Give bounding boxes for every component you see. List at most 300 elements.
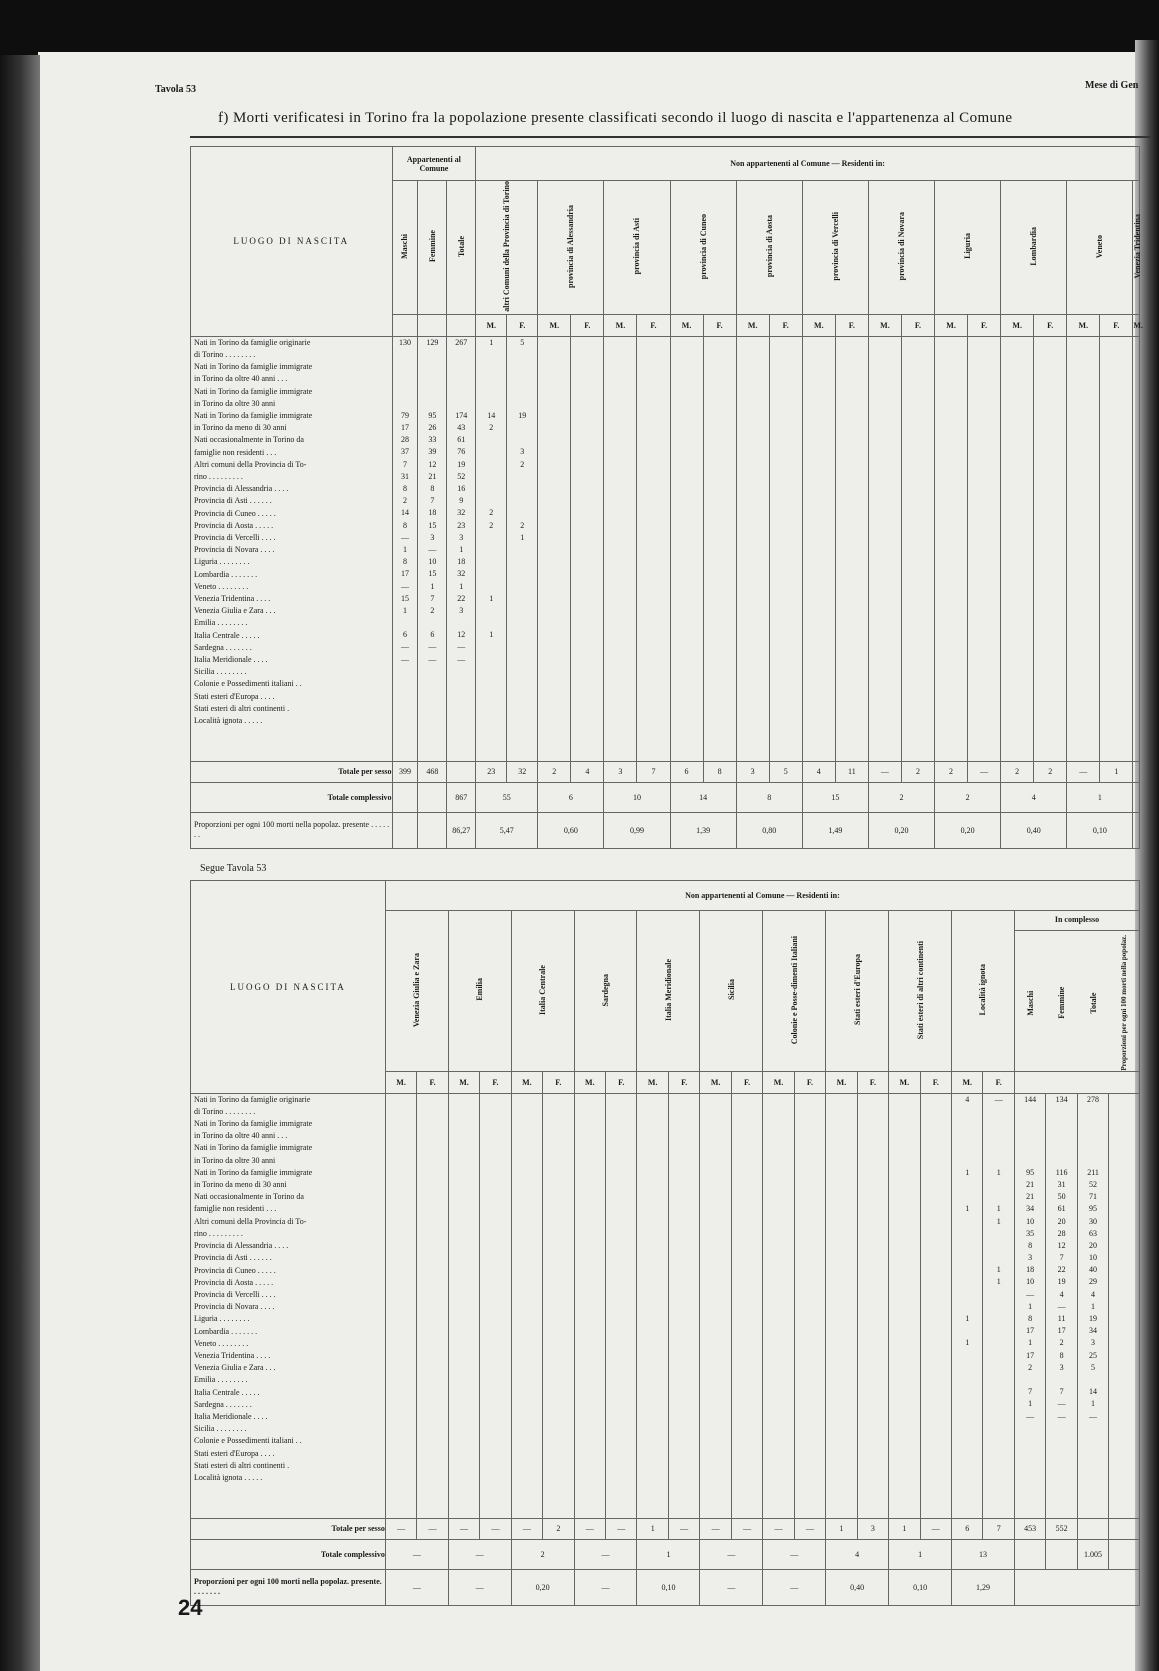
cell-value: 1 [1028,1338,1033,1348]
cell-value [476,349,506,361]
proportion-cell: 0,10 [637,1569,700,1605]
sex-subheader: M. [935,314,968,336]
sex-subheader: M. [604,314,637,336]
col-region: provincia di Asti [604,181,670,315]
total-per-sex-cell: — [794,1518,825,1539]
col-region: Sardegna [574,911,637,1072]
cell-value: 1 [996,1204,1001,1214]
cell-value: — [400,581,409,591]
total-complessivo-cell: 14 [670,782,736,812]
cell-value [476,483,506,495]
total-per-sex-cell: — [480,1518,511,1539]
cell-value: 71 [1089,1192,1098,1202]
cell-value: 34 [1026,1204,1035,1214]
sex-subheader: M. [736,314,769,336]
empty-cell [417,1093,448,1518]
cell-value [1078,1142,1108,1154]
total-complessivo-cell [1014,1539,1045,1569]
proportion-cell: 5,47 [476,812,538,848]
row-label: Provincia di Alessandria . . . . [194,484,289,494]
row-label: Liguria . . . . . . . . [194,557,250,567]
totale-complessivo-label: Totale complessivo [191,1539,386,1569]
col-region: Stati esteri di altri continenti [889,911,952,1072]
total-per-sex-cell: — [763,1518,794,1539]
cell-value: 63 [1089,1228,1098,1238]
cell-value: 7 [430,496,435,506]
cell-value: — [1089,1411,1098,1421]
cell-value: 61 [1057,1204,1066,1214]
cell-value [507,349,537,361]
col-region: Italia Centrale [511,911,574,1072]
sex-subheader: F. [857,1071,888,1093]
column-altri-f [507,336,538,761]
total-per-sex-cell: — [1067,761,1100,782]
total-complessivo-cell: 2 [511,1539,574,1569]
cell-value: 17 [1057,1326,1066,1336]
cell-value [952,1362,982,1374]
row-label: Veneto . . . . . . . . [194,1338,249,1348]
cell-value [983,1179,1013,1191]
total-per-sex-cell: 6 [670,761,703,782]
cell-value: 21 [428,471,437,481]
in-complesso-sub [1014,1071,1139,1093]
proportion-cell [392,812,418,848]
cell-value: 211 [1087,1167,1099,1177]
col-region: Colonie e Posse-dimenti Italiani [763,911,826,1072]
cell-value: 26 [428,423,437,433]
cell-value: 1 [996,1216,1001,1226]
cell-value [983,1337,1013,1349]
empty-cell [826,1093,857,1518]
month-header: Mese di Gen [1085,80,1139,91]
cell-value: 20 [1057,1216,1066,1226]
cell-value [1046,1142,1076,1154]
row-label: Italia Centrale . . . . . [194,1387,260,1397]
cell-value: 28 [1057,1228,1066,1238]
cell-value [507,422,537,434]
total-per-sex-cell: — [731,1518,762,1539]
cell-value: 129 [426,337,439,347]
row-label: Sicilia . . . . . . . . [194,1424,247,1434]
total-per-sex-cell: 3 [857,1518,888,1539]
cell-value: — [1057,1399,1066,1409]
cell-value: 19 [1057,1277,1066,1287]
sex-subheader: M. [448,1071,479,1093]
total-per-sex-cell [1133,761,1140,782]
row-label: rino . . . . . . . . . [194,472,243,481]
total-complessivo-cell: 1 [889,1539,952,1569]
cell-value: 33 [428,435,437,445]
cell-value: 9 [459,496,464,506]
cell-value: 23 [457,520,466,530]
cell-value: 11 [1057,1314,1066,1324]
cell-value: 76 [457,447,466,457]
cell-value [983,1289,1013,1301]
total-per-sex-cell: 2 [1001,761,1034,782]
cell-value: 18 [428,508,437,518]
total-per-sex-cell: 23 [476,761,507,782]
proportion-cell: 0,20 [868,812,934,848]
empty-cell [1109,1093,1140,1518]
cell-value [476,398,506,410]
total-complessivo-cell: 1 [637,1539,700,1569]
cell-value: 3 [459,532,464,542]
cell-value: 21 [1026,1192,1035,1202]
sex-subheader: F. [920,1071,951,1093]
row-label: Altri comuni della Provincia di To- [194,1216,307,1226]
sex-subheader: M. [538,314,571,336]
total-per-sex-cell: 7 [637,761,670,782]
cell-value [1015,1106,1045,1118]
row-label: Località ignota . . . . . [194,1472,263,1482]
row-label: Provincia di Asti . . . . . . [194,496,272,506]
row-label: Italia Meridionale . . . . [194,1411,268,1421]
cell-value [476,471,506,483]
total-per-sex-cell: — [968,761,1001,782]
row-label: in Torino da meno di 30 anni [194,1180,287,1190]
row-label: Italia Meridionale . . . . [194,655,268,665]
cell-value [507,495,537,507]
empty-cell [857,1093,888,1518]
cell-value: 2 [489,423,494,433]
cell-value [952,1411,982,1423]
book-gutter [0,55,40,1671]
row-label: Nati in Torino da famiglie immigrate [194,1167,313,1177]
cell-value [1078,1118,1108,1130]
cell-value [393,617,418,629]
cell-value: 95 [1089,1204,1098,1214]
row-label: Provincia di Novara . . . . [194,545,275,555]
totale-sesso-label: Totale per sesso [191,1518,386,1539]
col-region: Località ignota [952,911,1015,1072]
cell-value: 18 [457,557,466,567]
proportion-cell: 0,10 [1067,812,1133,848]
cell-value [418,349,446,361]
sex-subheader: M. [1133,314,1140,336]
total-complessivo-cell: — [448,1539,511,1569]
col-totale: Totale [447,181,476,315]
row-label: famiglie non residenti . . . [194,1204,277,1214]
cell-value [1046,1374,1076,1386]
luogo-di-nascita-header: LUOGO DI NASCITA [191,881,386,1094]
total-per-sex-cell [1109,1518,1140,1539]
cell-value: — [428,642,437,652]
column-maschi [392,336,418,761]
cell-value [983,1142,1013,1154]
cell-value: 52 [1089,1179,1098,1189]
cell-value [952,1228,982,1240]
cell-value: 61 [457,435,466,445]
proportion-cell: 86,27 [447,812,476,848]
cell-value [507,556,537,568]
total-per-sex-cell [447,761,476,782]
cell-value: 25 [1089,1350,1098,1360]
cell-value [1078,1155,1108,1167]
cell-value: 10 [1026,1277,1035,1287]
cell-value: 1 [996,1167,1001,1177]
cell-value: 15 [400,593,409,603]
proportion-cell: 0,10 [889,1569,952,1605]
sex-subheader: M. [889,1071,920,1093]
cell-value [418,373,446,385]
col-region: Stati esteri d'Europa [826,911,889,1072]
sex-subheader: F. [968,314,1001,336]
row-label: Venezia Giulia e Zara . . . [194,1363,276,1373]
total-complessivo-cell: 15 [802,782,868,812]
cell-value: 22 [1057,1265,1066,1275]
cell-value [983,1301,1013,1313]
col-region: Venezia Giulia e Zara [385,911,448,1072]
col-region: Lombardia [1001,181,1067,315]
proportion-cell: 0,80 [736,812,802,848]
total-complessivo-cell: 2 [935,782,1001,812]
proportion-cell: 0,40 [1001,812,1067,848]
cell-value: 5 [520,337,525,347]
sex-subheader: M. [952,1071,983,1093]
row-label: Lombardia . . . . . . . [194,569,258,579]
cell-value: 2 [402,496,407,506]
total-per-sex-cell: 7 [983,1518,1014,1539]
cell-value: 1 [965,1167,970,1177]
total-complessivo-cell: 1 [1067,782,1133,812]
sex-subheader: M. [385,1071,416,1093]
cell-value [476,532,506,544]
cell-value [1015,1118,1045,1130]
total-per-sex-cell: 32 [507,761,538,782]
proportion-cell: 0,20 [935,812,1001,848]
proportion-cell: 0,60 [538,812,604,848]
sex-subheader: F. [1034,314,1067,336]
cell-value: 144 [1024,1094,1037,1104]
cell-value: 4 [965,1094,970,1104]
row-label: Stati esteri di altri continenti . [194,1460,290,1470]
cell-value: 30 [1089,1216,1098,1226]
total-per-sex-cell: — [606,1518,637,1539]
cell-value: 14 [400,508,409,518]
cell-value: 8 [1059,1350,1064,1360]
row-label: Nati occasionalmente in Torino da [194,435,304,445]
cell-value: 2 [489,520,494,530]
column-totale [1077,1093,1108,1518]
row-label: in Torino da oltre 30 anni [194,1155,276,1165]
proportion-cell: — [448,1569,511,1605]
proporzioni-label: Proporzioni per ogni 100 morti nella popolaz. presente . . . . . . . [191,812,393,848]
cell-value [447,617,475,629]
cell-value [507,507,537,519]
cell-value: 174 [455,410,468,420]
row-label: Nati in Torino da famiglie immigrate [194,386,313,396]
sex-subheader: M. [868,314,901,336]
total-complessivo-cell: — [385,1539,448,1569]
cell-value: 1 [1091,1399,1096,1409]
cell-value [507,581,537,593]
cell-value: 17 [400,423,409,433]
row-label: Provincia di Novara . . . . [194,1302,275,1312]
sex-subheader: F. [769,314,802,336]
cell-value: 6 [402,630,407,640]
cell-value: 1 [489,593,494,603]
cell-value: 17 [400,569,409,579]
total-per-sex-cell: 2 [935,761,968,782]
row-label: Venezia Tridentina . . . . [194,594,271,604]
cell-value: 3 [520,447,525,457]
empty-cell [763,1093,794,1518]
cell-value [1015,1155,1045,1167]
col-region: Emilia [448,911,511,1072]
row-label: in Torino da oltre 40 anni . . . [194,374,288,384]
row-label: rino . . . . . . . . . [194,1228,243,1238]
total-complessivo-cell: — [574,1539,637,1569]
total-complessivo-cell: 4 [826,1539,889,1569]
row-label: Sardegna . . . . . . . [194,1399,252,1409]
sex-subheader: M. [637,1071,668,1093]
column-maschi [1014,1093,1045,1518]
appartenenti-header: Appartenenti al Comune [392,147,476,181]
cell-value [952,1252,982,1264]
cell-value: 1 [965,1204,970,1214]
total-per-sex-cell: 468 [418,761,447,782]
cell-value: — [1026,1411,1035,1421]
column-femmine [1046,1093,1077,1518]
cell-value [507,568,537,580]
row-label: Provincia di Vercelli . . . . [194,533,276,543]
cell-value: 1 [996,1277,1001,1287]
cell-value: 15 [428,569,437,579]
cell-value: 7 [1059,1253,1064,1263]
cell-value [418,617,446,629]
cell-value: 17 [1026,1326,1035,1336]
in-complesso-header: In complesso Maschi Femmine Totale Proporzioni per ogni 100 morti nella popolaz. [1014,911,1139,1072]
row-label: in Torino da oltre 40 anni . . . [194,1131,288,1141]
total-per-sex-cell: 2 [1034,761,1067,782]
cell-value: 50 [1057,1192,1066,1202]
cell-value [983,1106,1013,1118]
sex-subheader: F. [901,314,934,336]
total-complessivo-cell [392,782,418,812]
cell-value [393,361,418,373]
row-label: Emilia . . . . . . . . [194,618,248,628]
cell-value: 1 [459,544,464,554]
title-rule [190,136,1150,138]
page-title: f) Morti verificatesi in Torino fra la popolazione presente classificati secondo il luogo di nascita e l'appartenenza al Comune [218,110,1013,126]
row-label: Provincia di Asti . . . . . . [194,1253,272,1263]
cell-value [507,544,537,556]
cell-value: 35 [1026,1228,1035,1238]
cell-value: — [1026,1289,1035,1299]
row-label: Nati in Torino da famiglie originarie [194,337,311,347]
sex-subheader: M. [511,1071,542,1093]
col-region: altri Comuni della Provincia di Torino [476,181,538,315]
empty-cell [574,1093,605,1518]
total-complessivo-cell: 10 [604,782,670,812]
cell-value [476,386,506,398]
total-complessivo-cell: — [763,1539,826,1569]
empty-cell [385,1093,416,1518]
proportion-cell: — [385,1569,448,1605]
cell-value: 15 [428,520,437,530]
column-femmine [418,336,447,761]
cell-value: 10 [1026,1216,1035,1226]
col-region: provincia di Cuneo [670,181,736,315]
cell-value: 1 [965,1338,970,1348]
row-label: Lombardia . . . . . . . [194,1326,258,1336]
column-ignota-f [983,1093,1014,1518]
empty-cell [700,1093,731,1518]
cell-value [507,605,537,617]
cell-value: 3 [459,605,464,615]
total-per-sex-cell: 11 [835,761,868,782]
total-per-sex-cell: 1 [637,1518,668,1539]
cell-value [393,386,418,398]
proportion-cell [1133,812,1140,848]
row-label: Stati esteri d'Europa . . . . [194,1448,275,1458]
row-label: Provincia di Vercelli . . . . [194,1289,276,1299]
totale-complessivo-label: Totale complessivo [191,782,393,812]
cell-value [983,1130,1013,1142]
sex-subheader: F. [983,1071,1014,1093]
col-region: Sicilia [700,911,763,1072]
row-label: Provincia di Alessandria . . . . [194,1241,289,1251]
cell-value [507,617,537,629]
cell-value: 18 [1026,1265,1035,1275]
cell-value [476,641,506,653]
col-region: Liguria [935,181,1001,315]
cell-value: 95 [1026,1167,1035,1177]
cell-value: 12 [457,630,466,640]
total-per-sex-cell: 3 [604,761,637,782]
sex-subheader: M. [700,1071,731,1093]
total-complessivo-cell [1109,1539,1140,1569]
total-complessivo-cell [1133,782,1140,812]
cell-value [393,349,418,361]
total-per-sex-cell: 1 [1100,761,1133,782]
cell-value: 7 [1059,1387,1064,1397]
cell-value: 43 [457,423,466,433]
sex-subheader: F. [668,1071,699,1093]
proportion-cell: 0,40 [826,1569,889,1605]
total-per-sex-cell: 2 [538,761,571,782]
total-per-sex-cell: — [920,1518,951,1539]
cell-value [952,1155,982,1167]
row-label: Venezia Giulia e Zara . . . [194,606,276,616]
column-altri-m [476,336,507,761]
cell-value [952,1350,982,1362]
row-label: Nati in Torino da famiglie immigrate [194,1143,313,1153]
cell-value [983,1362,1013,1374]
cell-value [983,1386,1013,1398]
proportion-cell: 0,20 [511,1569,574,1605]
cell-value: 134 [1055,1094,1068,1104]
cell-value: — [400,654,409,664]
cell-value: 34 [1089,1326,1098,1336]
cell-value [1046,1130,1076,1142]
cell-value [476,605,506,617]
sex-subheader: F. [543,1071,574,1093]
cell-value [1046,1155,1076,1167]
row-label: Nati occasionalmente in Torino da [194,1192,304,1202]
cell-value: 278 [1087,1094,1100,1104]
row-label: di Torino . . . . . . . . [194,349,256,359]
cell-value: — [457,654,466,664]
cell-value: 3 [1091,1338,1096,1348]
cell-value: 1 [402,605,407,615]
cell-value: — [428,654,437,664]
cell-value [507,398,537,410]
cell-value: — [428,544,437,554]
sex-subheader: F. [1100,314,1133,336]
cell-value: 10 [428,557,437,567]
cell-value [476,373,506,385]
